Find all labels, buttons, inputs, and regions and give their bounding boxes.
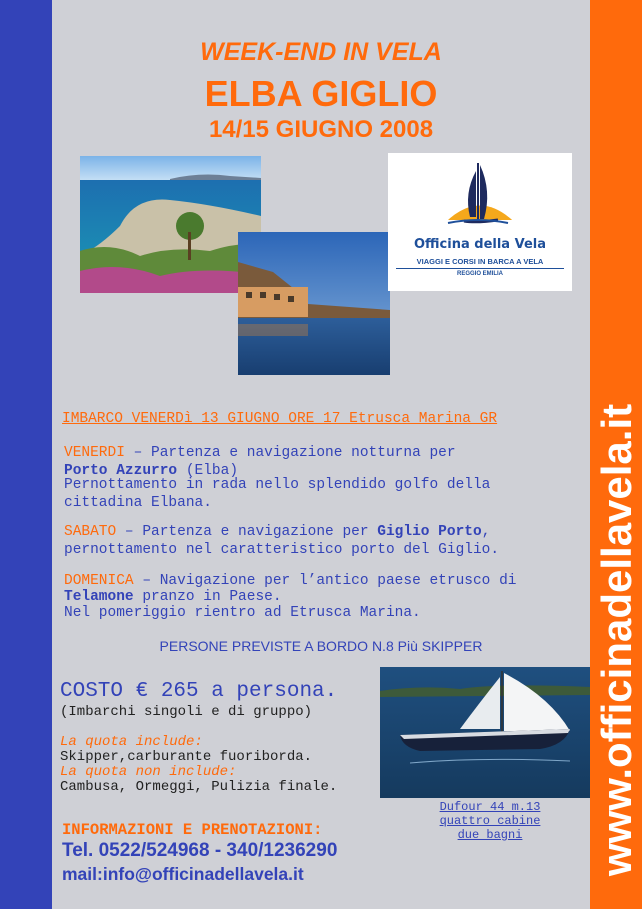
friday-text1: – Partenza e navigazione notturna per: [124, 445, 456, 461]
embark-info: IMBARCO VENERDì 13 GIUGNO ORE 17 Etrusca Marina GR: [62, 411, 498, 427]
friday-line1: [64, 444, 456, 462]
saturday-text1: – Partenza e navigazione per: [116, 524, 378, 540]
sunday-text2: pranzo in Paese.: [133, 589, 282, 605]
boat-caption-cabins: quattro cabine: [439, 814, 541, 828]
excluded-label: La quota non include:: [60, 764, 237, 780]
logo-divider: [396, 268, 564, 269]
sunday-place: Telamone: [64, 589, 134, 605]
contacts-phone[interactable]: Tel. 0522/524968 - 340/1236290: [62, 840, 338, 861]
company-logo: [388, 153, 572, 291]
left-blue-bar: [0, 0, 52, 909]
sunday-text3: Nel pomeriggio rientro ad Etrusca Marina.: [64, 605, 421, 621]
included-label: La quota include:: [60, 734, 203, 750]
harbor-photo: [238, 232, 390, 375]
friday-label: VENERDI: [64, 445, 125, 461]
saturday-label: SABATO: [64, 524, 117, 540]
friday-place-note: (Elba): [177, 463, 239, 479]
friday-text3: cittadina Elbana.: [64, 495, 212, 511]
included-items: Skipper,carburante fuoriborda.: [60, 749, 313, 765]
cost-note: (Imbarchi singoli e di gruppo): [60, 704, 313, 720]
saturday-line1: [64, 523, 490, 541]
friday-place: Porto Azzurro: [64, 463, 178, 479]
sunday-label: DOMENICA: [64, 573, 134, 589]
logo-subtitle: VIAGGI E CORSI IN BARCA A VELA: [416, 257, 544, 266]
excluded-items: Cambusa, Ormeggi, Pulizia finale.: [60, 779, 338, 795]
contacts-heading: INFORMAZIONI E PRENOTAZIONI:: [62, 821, 323, 839]
boat-caption-model: Dufour 44 m.13: [439, 800, 541, 814]
logo-city: REGGIO EMILIA: [456, 271, 503, 277]
friday-text2: Pernottamento in rada nello splendido golfo della: [64, 477, 491, 493]
people-on-board: PERSONE PREVISTE A BORDO N.8 Più SKIPPER: [159, 638, 483, 654]
sunday-text1: – Navigazione per l’antico paese etrusco di: [133, 573, 517, 589]
coast-photo: [80, 156, 261, 293]
boat-caption-bathrooms: due bagni: [457, 828, 523, 842]
cost-price: COSTO € 265 a persona.: [60, 680, 338, 703]
saturday-place: Giglio Porto: [377, 524, 482, 540]
contacts-email[interactable]: mail:info@officinadellavela.it: [62, 864, 304, 884]
event-date: 14/15 GIUGNO 2008: [208, 116, 434, 143]
destination-title: ELBA GIGLIO: [204, 73, 438, 114]
vertical-website-text: www.officinadellavela.it: [593, 403, 640, 877]
boat-caption: [425, 800, 555, 842]
event-title: WEEK-END IN VELA: [200, 38, 442, 66]
saturday-text1-end: ,: [481, 524, 491, 540]
sailboat-photo: [380, 667, 590, 798]
saturday-text2: pernottamento nel caratteristico porto del Giglio.: [64, 542, 500, 558]
logo-title: Officina della Vela: [414, 237, 546, 252]
